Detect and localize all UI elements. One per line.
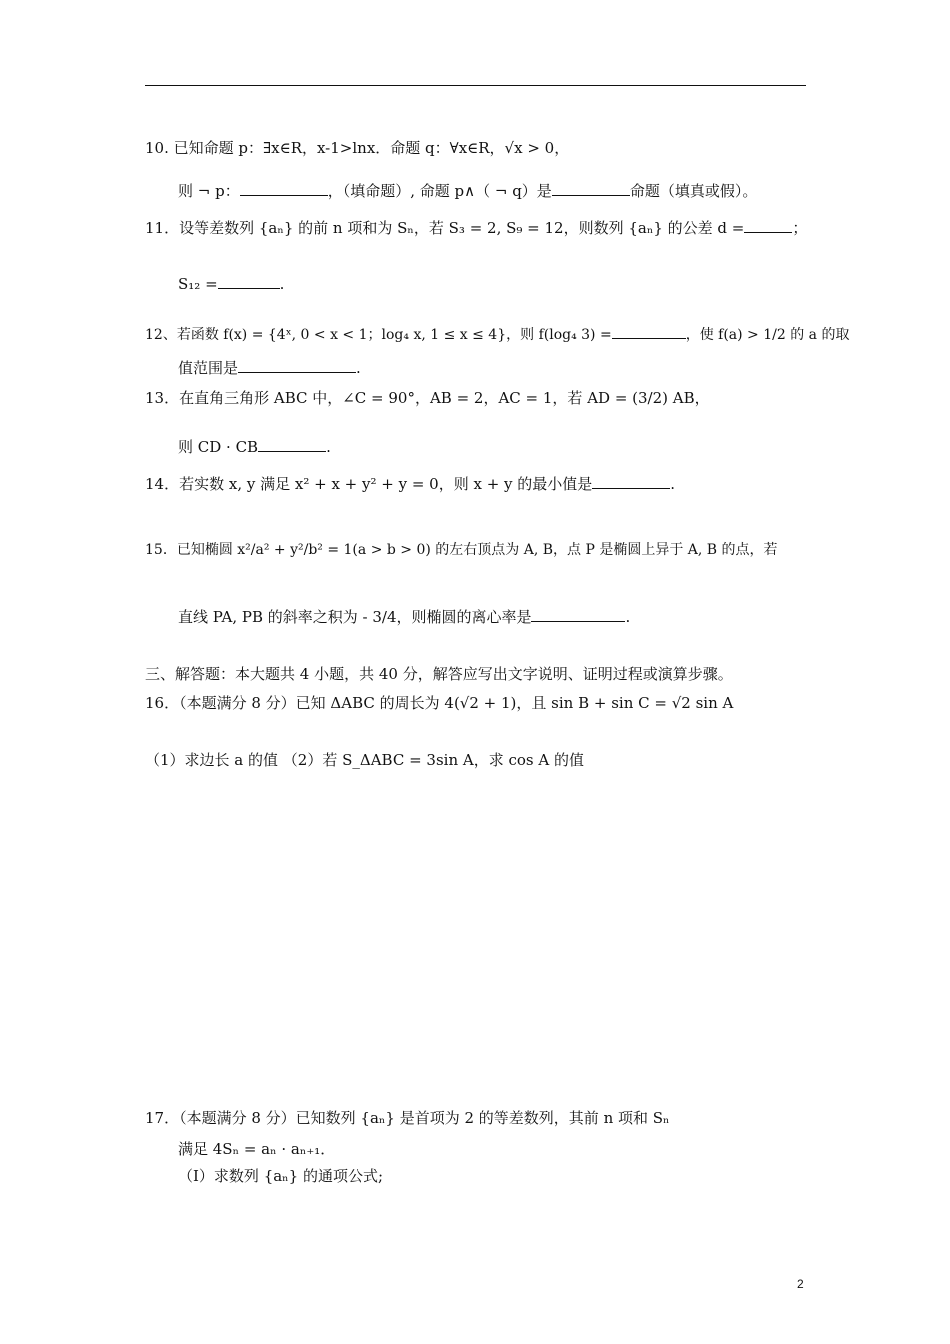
question-15-line-1: 15．已知椭圆 x²/a² + y²/b² = 1(a > b > 0) 的左右顶点为 A, B，点 P 是椭圆上异于 A, B 的点，若 <box>145 542 778 558</box>
answer-blank[interactable] <box>612 324 686 339</box>
answer-blank[interactable] <box>238 358 356 373</box>
question-17-line-1: 17．（本题满分 8 分）已知数列 {aₙ} 是首项为 2 的等差数列，其前 n 项和 Sₙ <box>145 1109 670 1127</box>
answer-blank[interactable] <box>552 181 630 196</box>
question-10-line-1: 10. 已知命题 p：∃x∈R，x-1>lnx．命题 q：∀x∈R，√x > 0， <box>145 139 570 157</box>
header-rule <box>145 85 806 86</box>
question-11-line-1: 11．设等差数列 {aₙ} 的前 n 项和为 Sₙ，若 S₃ = 2, S₉ = 12，则数列 {aₙ} 的公差 d = ； <box>145 219 808 237</box>
question-13-line-2: 则 CD · CB . <box>178 438 331 456</box>
answer-blank[interactable] <box>531 607 625 622</box>
question-11-line-2: S₁₂ = . <box>178 275 285 293</box>
section-3-heading: 三、解答题：本大题共 4 小题，共 40 分，解答应写出文字说明、证明过程或演算步骤。 <box>145 665 733 683</box>
answer-blank[interactable] <box>744 218 792 233</box>
answer-blank[interactable] <box>240 181 328 196</box>
question-17-line-2: 满足 4Sₙ = aₙ · aₙ₊₁． <box>178 1140 336 1158</box>
question-17-part-1: （Ⅰ）求数列 {aₙ} 的通项公式; <box>178 1167 384 1185</box>
question-16-subparts: （1）求边长 a 的值 （2）若 S_ΔABC = 3sin A，求 cos A 的值 <box>145 751 584 769</box>
question-12-line-2: 值范围是 . <box>178 359 361 377</box>
question-15-line-2: 直线 PA, PB 的斜率之积为 - 3/4，则椭圆的离心率是 . <box>178 608 631 626</box>
page-number: 2 <box>797 1277 804 1291</box>
answer-blank[interactable] <box>592 474 670 489</box>
question-10-line-2: 则 ¬ p： ，（填命题）, 命题 p∧（ ¬ q）是 命题（填真或假）。 <box>178 182 758 200</box>
answer-blank[interactable] <box>218 274 280 289</box>
question-12-line-1: 12、若函数 f(x) = {4ˣ, 0 < x < 1；log₄ x, 1 ≤ x ≤ 4}，则 f(log₄ 3) = ，使 f(a) > 1/2 的 a 的取 <box>145 324 849 345</box>
question-13-line-1: 13．在直角三角形 ABC 中，∠C = 90°，AB = 2，AC = 1，若 AD = (3/2) AB， <box>145 389 710 407</box>
question-14: 14．若实数 x, y 满足 x² + x + y² + y = 0，则 x + y 的最小值是 . <box>145 475 676 493</box>
answer-blank[interactable] <box>258 437 326 452</box>
question-16: 16．（本题满分 8 分）已知 ΔABC 的周长为 4(√2 + 1)，且 sin B + sin C = √2 sin A <box>145 694 734 712</box>
